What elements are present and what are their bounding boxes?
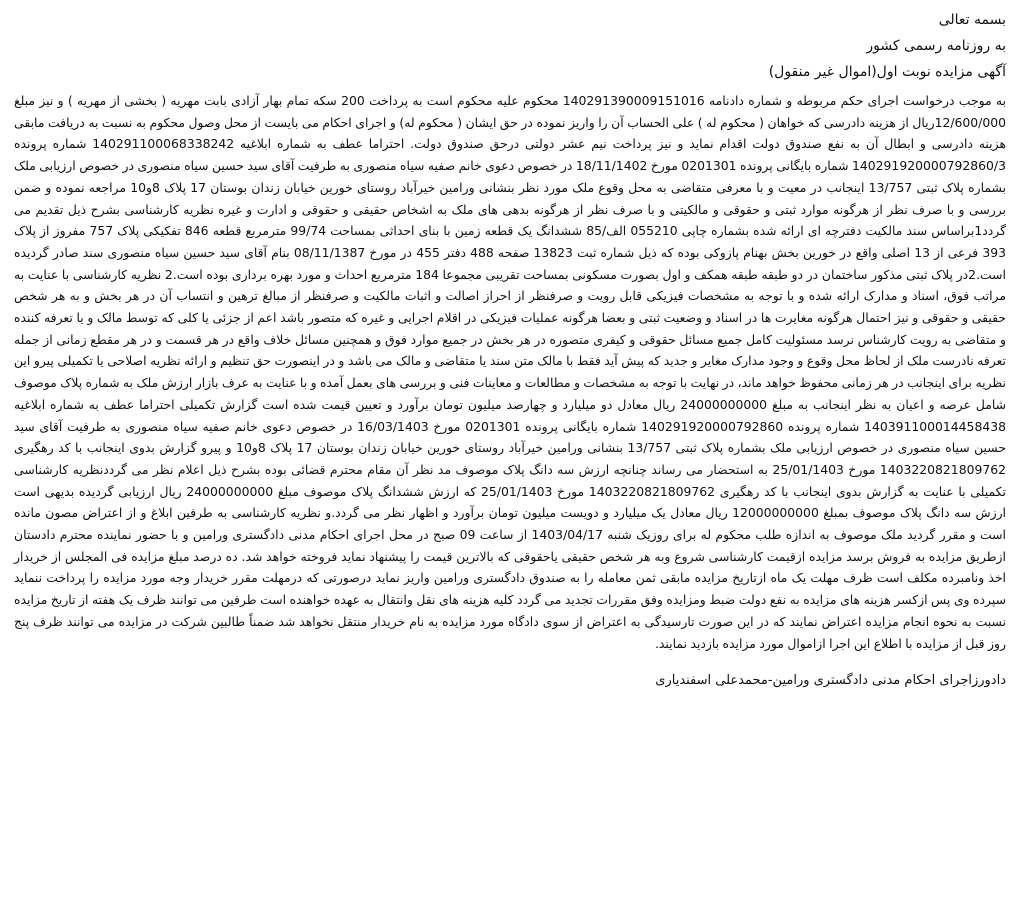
bismillah-heading: بسمه تعالی <box>938 12 1006 28</box>
notice-title: آگهی مزایده نوبت اول(اموال غیر منقول) <box>768 64 1006 80</box>
signature-line: دادورزاجرای احکام مدنی دادگستری ورامین-محمدعلی اسفندیاری <box>655 673 1006 689</box>
notice-body-paragraph: به موجب درخواست اجرای حکم مربوطه و شماره دادنامه 140291390009151016 محکوم علیه محکوم است به پرداخت 200 سکه تمام بهار آزادی بابت مهریه ( بخشی از مهریه ) و نیز مبلغ 12/600/000ریال از هزینه دادرسی که خواهان ( محکوم له ) علی الحساب آن را واریز نموده در حق ایشان ( محکوم له) و اجرای احکام می بایست از محل وصول محکوم به نسبت به دریافت مابقی هزینه دادرسی و ابطال آن به نفع صندوق دولت اقدام نماید و نیز پرداخت نیم عشر دولتی درحق صندوق دولت. احتراما عطف به شماره ابلاغیه 140291100068338242 شماره پرونده 140291920000792860/3 شماره بایگانی پرونده 0201301 مورخ 18/11/1402 در خصوص دعوی خانم صفیه سیاه منصوری به طرفیت آقای سید حسین سیاه منصوری در خصوص ارزیابی ملک بشماره پلاک ثبتی 13/757 اینجانب در معیت و با معرفی متقاضی به محل وقوع ملک مورد نظر بنشانی ورامین خیرآباد روستای خورین خیابان زندان بوستان 17 پلاک 8و10 مراجعه نموده و ضمن بررسی و با صرف نظر از هرگونه موارد ثبتی و حقوقی و مالکیتی و با صرف نظر از هرگونه بدهی های ملک به اشخاص حقیقی و حقوقی و ادارت و غیره نظریه کارشناسی بشرح ذیل تقدیم می گردد1براساس سند مالکیت دفترچه ای ارائه شده بشماره چاپی 055210 الف/85 ششدانگ یک قطعه زمین با بنای احداثی بمساحت 99/74 مترمربع قطعه 846 تفکیکی پلاک 757 مفروز از پلاک 393 فرعی از 13 اصلی واقع در خورین بخش بهنام پازوکی بوده که ذیل شماره ثبت 13823 صفحه 488 دفتر 455 در مورخ 08/11/1387 بنام آقای سید حسین سیاه منصوری سند صادر گردیده است.2در پلاک ثبتی مذکور ساختمان در دو طبقه طبقه همکف و اول بصورت مسکونی بمساحت تقریبی مجموعا 184 مترمربع احداث و مورد بهره برداری بوده است.2 نظریه کارشناسی با عنایت به مراتب فوق، اسناد و مدارک ارائه شده و با توجه به مشخصات فیزیکی قابل رویت و صرفنظر از احراز اصالت و اثبات مالکیت و صرفنظر از مبالغ ترهین و انتساب آن در هر بخش و به هر شخص حقیقی و حقوقی و نیز احتمال هرگونه مغایرت ها در اسناد و وضعیت ثبتی و بعضا هرگونه عملیات فیزیکی در اقلام اجرایی و غیره که متصور باشد اعم از جزئی یا کلی که توسط مالک و یا تعرفه کننده و متقاضی به رویت کارشناس نرسد مسئولیت کامل جمیع مسائل حقوقی و کیفری متصوره در هر بخش در جمیع موارد فوق و همچنین مسائل خلاف واقع در هر قسمت و در هر مقطع زمانی از جمله تعرفه نادرست ملک از لحاظ محل وقوع و وجود مدارک مغایر و جدید که پیش آید فقط با مالک متن سند یا متقاضی و مالک می باشد و در اینصورت حق تنظیم و ارائه نظریه اصلاحی یا تکمیلی پیرو این نظریه برای اینجانب در هر زمانی محفوظ خواهد ماند، در نهایت با توجه به مشخصات و مطالعات و معاینات فنی و بررسی های بعمل آمده و با عنایت به عرف بازار ارزش ملک به شماره پلاک موصوف شامل عرصه و اعیان به نظر اینجانب به مبلغ 24000000000 ریال معادل دو میلیارد و چهارصد میلیون تومان برآورد و تعیین قیمت شده است گزارش تکمیلی احتراما عطف به شماره ابلاغیه 140391100014458438 شماره پرونده 140291920000792860 شماره بایگانی پرونده 0201301 مورخ 16/03/1403 در خصوص دعوی خانم صفیه سیاه منصوری به طرفیت آقای سید حسین سیاه منصوری در خصوص ارزیابی ملک بشماره پلاک ثبتی 13/757 بنشانی ورامین خیرآباد روستای خورین خیابان زندان بوستان 17 پلاک 8و10 و پیرو گزارش بدوی اینجانب با کد رهگیری 1403220821809762 مورخ 25/01/1403 به استحضار می رساند چنانچه ارزش سه دانگ پلاک موصوف مد نظر آن مقام محترم قضائی بوده بشرح ذیل اعلام نظر می گرددنظریه کارشناسی تکمیلی با عنایت به گزارش بدوی اینجانب با کد رهگیری 1403220821809762 مورخ 25/01/1403 که ارزش ششدانگ پلاک موصوف مبلغ 24000000000 ریال ارزیابی گردیده بدیهی است ارزش سه دانگ پلاک موصوف بمبلغ 12000000000 ریال معادل یک میلیارد و دویست میلیون تومان برآورد و اظهار نظر می گردد.و نظریه کارشناسی به طرفین ابلاغ و از اعتراض مصون مانده است و مقرر گردید ملک موصوف به اندازه طلب محکوم له برای روزیک شنبه 1403/04/17 از ساعت 09 صبح در محل اجرای احکام مدنی دادگستری ورامین و با حضور نماینده محترم دادستان ازطریق مزایده به فروش برسد مزایده ازقیمت کارشناسی شروع وبه هر شخص حقیقی یاحقوقی که بالاترین قیمت را پیشنهاد نماید فروخته خواهد شد. ده درصد مبلغ مزایده فی المجلس از خریدار اخذ ونامبرده مکلف است ظرف مهلت یک ماه ازتاریخ مزایده مابقی ثمن معامله را به صندوق دادگستری ورامین واریز نماید درصورتی که درمهلت مقرر خریدار وجه مورد مزایده را پرداخت ننماید سپرده وی پس ازکسر هزینه های مزایده به نفع دولت ضبط ومزایده وفق مقررات تجدید می گردد کلیه هزینه های نقل وانتقال به عهده خواهنده است طرفین می توانند ظرف یک هفته از تاریخ مزایده نسبت به نحوه انجام مزایده اعتراض نمایند که در این صورت تارسیدگی به اعتراض از سوی دادگاه مورد مزایده به نام خریدار منتقل نخواهد شد ضمناً طالبین شرکت در مزایده می توانند ظرف پنج روز قبل از مزایده با اطلاع این اجرا ازاموال مورد مزایده بازدید نمایند. <box>14 93 1007 651</box>
auction-notice-document <box>6 0 1018 919</box>
recipient-line: به روزنامه رسمی کشور <box>866 38 1006 54</box>
